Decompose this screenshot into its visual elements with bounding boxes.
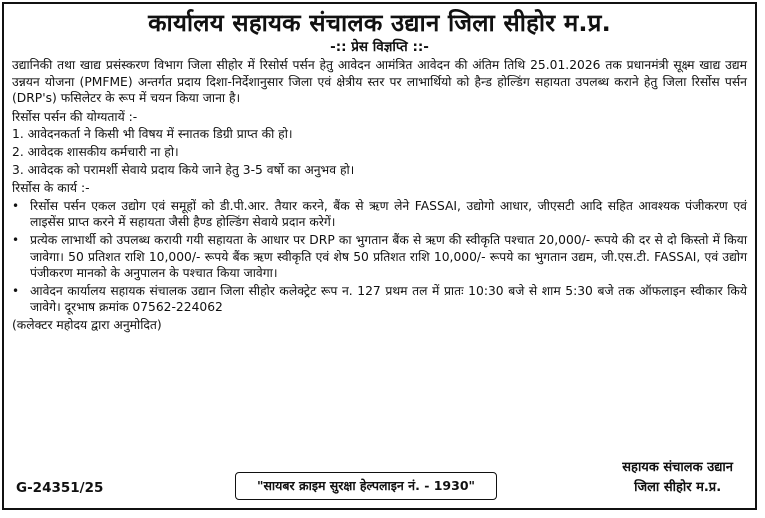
cyber-helpline-box: "सायबर क्राइम सुरक्षा हेल्पलाइन नं. - 1930" [235,472,497,500]
notice-body [4,57,755,334]
bullet-icon: • [12,283,20,298]
qualifications-heading: रिर्सोस पर्सन की योग्यतायें :- [12,109,138,124]
signature-designation: सहायक संचालक उद्यान [622,460,733,475]
press-release-heading: -:: प्रेस विज्ञप्ति ::- [330,39,429,55]
duty-item [12,283,747,316]
release-code: G-24351/25 [16,480,104,496]
approval-note: (कलेक्टर महोदय द्वारा अनुमोदित) [12,317,162,332]
qualifications-list [12,126,747,178]
duty-text: प्रत्येक लाभार्थी को उपलब्ध करायी गयी सहायता के आधार पर DRP का भुगतान बैंक से ऋण की स्वीकृति पश्चात 20,000/- रूपये की दर से दो किस्तो में किया जावेगा। 50 प्रतिशत राशि 10,000/- रूपये बैंक ऋण स्वीकृति एवं शेष 50 प्रतिशत राशि 10,000/- रूपये का भुगतान उद्यम, जी.एस.टी. FASSAI, एवं उद्योग पंजीकरण मानको के अनुपालन के पश्चात किया जावेगा। [30,232,747,281]
duty-item [12,232,747,282]
office-title: कार्यालय सहायक संचालक उद्यान जिला सीहोर म.प्र. [148,9,611,37]
bullet-icon: • [12,232,20,247]
duty-item [12,198,747,231]
press-notice [2,2,757,510]
notice-footer [12,456,747,502]
duty-text: आवेदन कार्यालय सहायक संचालक उद्यान जिला सीहोर कलेक्ट्रेट रूप न. 127 प्रथम तल में प्रातः 10:30 बजे से शाम 5:30 बजे तक ऑफलाइन स्वीकार किये जावेगे। दूरभाष क्रमांक 07562-224062 [30,283,747,315]
signature-district: जिला सीहोर म.प्र. [634,480,722,495]
qualification-item: 1. आवेदनकर्ता ने किसी भी विषय में स्नातक डिग्री प्राप्त की हो। [12,127,293,142]
qualification-item: 2. आवेदक शासकीय कर्मचारी ना हो। [12,144,179,159]
intro-paragraph: उद्यानिकी तथा खाद्य प्रसंस्करण विभाग जिला सीहोर में रिसोर्स पर्सन हेतु आवेदन आमंत्रित आवेदन की अंतिम तिथि 25.01.2026 तक प्रधानमंत्री सूक्ष्म खाद्य उद्यम उन्नयन योजना (PMFME) अन्तर्गत प्रदाय दिशा-निर्देशानुसार जिला एवं क्षेत्रीय स्तर पर लाभार्थियो को हैन्ड होल्डिंग सहायता उपलब्ध कराने हेतु जिला रिर्सोस पर्सन (DRP's) फसिलेटर के रूप में चयन किया जाना है। [12,58,747,106]
qualification-item: 3. आवेदक को परामर्शी सेवाये प्रदाय किये जाने हेतु 3-5 वर्षो का अनुभव हो। [12,162,355,177]
signature-block [622,458,733,498]
duties-heading: रिर्सोस के कार्य :- [12,181,90,196]
duty-text: रिर्सोस पर्सन एकल उद्योग एवं समूहों को डी.पी.आर. तैयार करने, बैंक से ऋण लेने FASSAI, उद्योगो आधार, जीएसटी आदि सहित आवश्यक पंजीकरण एवं लाइसेंस प्राप्त करने में सहायता जैसी हैण्ड होल्डिंग सेवाये प्रदान करेगें। [30,198,747,230]
duties-list [12,198,747,316]
bullet-icon: • [12,198,20,213]
